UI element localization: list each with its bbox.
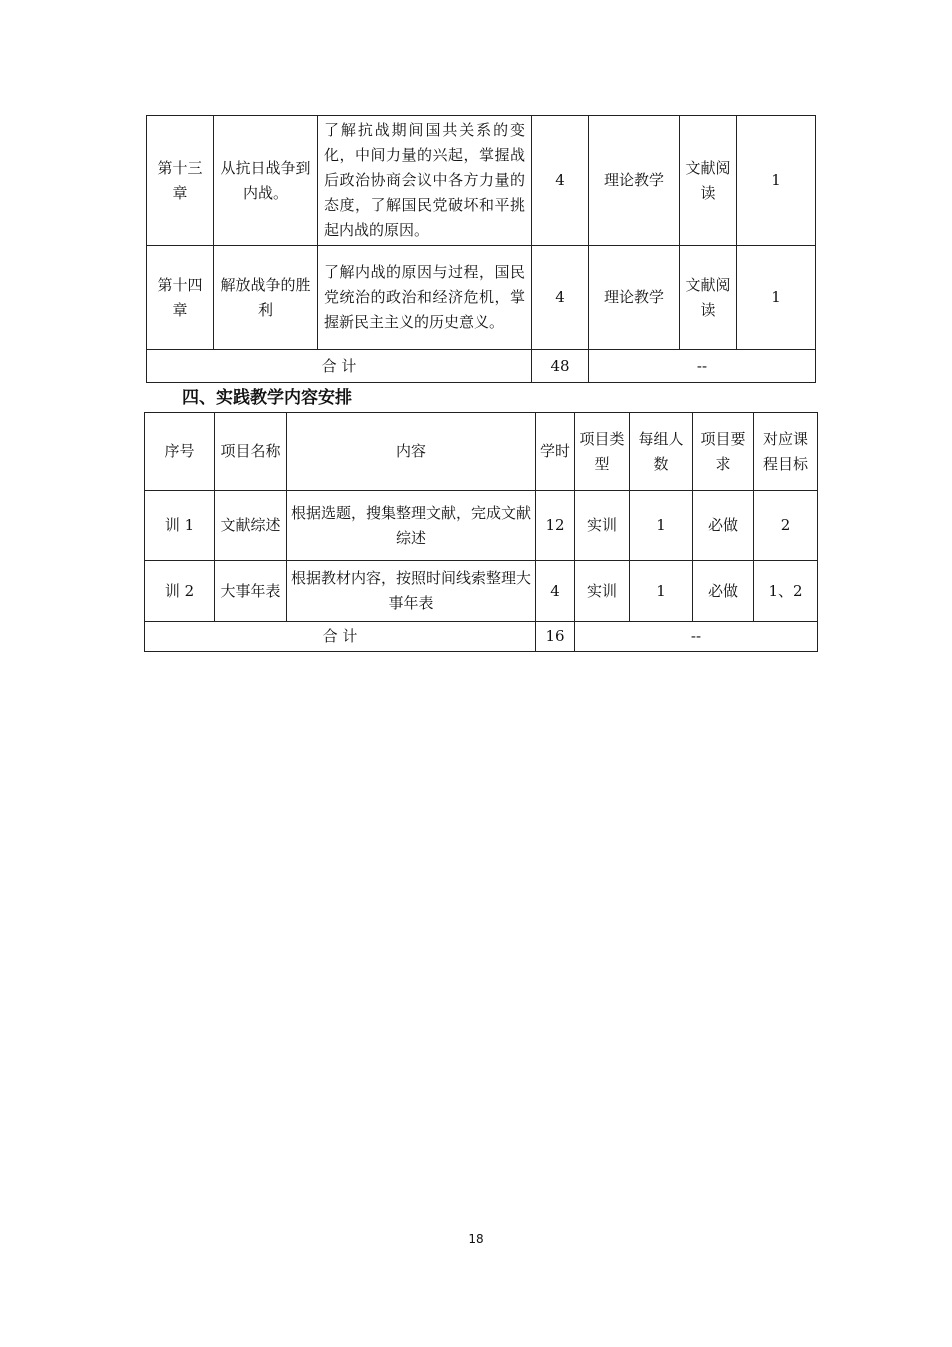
course-goal-cell: 1	[737, 246, 816, 350]
objective-cell: 了解内战的原因与过程，国民党统治的政治和经济危机，掌握新民主主义的历史意义。	[318, 246, 532, 350]
row-goal: 1、2	[754, 561, 818, 622]
section-heading: 四、实践教学内容安排	[182, 388, 352, 408]
header-hours: 学时	[536, 413, 575, 491]
total-rest: --	[589, 350, 816, 383]
page-number: 18	[468, 1232, 484, 1246]
table-row	[147, 246, 816, 350]
header-requirement: 项目要求	[693, 413, 754, 491]
row-no: 训 1	[145, 491, 215, 561]
row-requirement: 必做	[693, 561, 754, 622]
row-hours: 4	[536, 561, 575, 622]
header-group: 每组人数	[630, 413, 693, 491]
activity-cell: 文献阅读	[680, 116, 737, 246]
total-row	[147, 350, 816, 383]
header-no: 序号	[145, 413, 215, 491]
row-hours: 12	[536, 491, 575, 561]
row-goal: 2	[754, 491, 818, 561]
row-name: 文献综述	[215, 491, 287, 561]
teaching-method-cell: 理论教学	[589, 246, 680, 350]
row-name: 大事年表	[215, 561, 287, 622]
total-rest: --	[575, 622, 818, 652]
practice-teaching-table	[144, 412, 818, 652]
row-no: 训 2	[145, 561, 215, 622]
row-group: 1	[630, 491, 693, 561]
total-label: 合 计	[147, 350, 532, 383]
row-type: 实训	[575, 561, 630, 622]
chapter-title-cell: 解放战争的胜利	[214, 246, 318, 350]
total-hours: 48	[532, 350, 589, 383]
chapter-cell: 第十四章	[147, 246, 214, 350]
theory-teaching-table	[146, 115, 816, 383]
row-requirement: 必做	[693, 491, 754, 561]
chapter-cell: 第十三章	[147, 116, 214, 246]
header-type: 项目类型	[575, 413, 630, 491]
row-content: 根据选题，搜集整理文献，完成文献综述	[287, 491, 536, 561]
total-label: 合 计	[145, 622, 536, 652]
header-row	[145, 413, 818, 491]
chapter-title-cell: 从抗日战争到内战。	[214, 116, 318, 246]
header-name: 项目名称	[215, 413, 287, 491]
total-hours: 16	[536, 622, 575, 652]
hours-cell: 4	[532, 116, 589, 246]
table-row	[145, 561, 818, 622]
hours-cell: 4	[532, 246, 589, 350]
header-content: 内容	[287, 413, 536, 491]
course-goal-cell: 1	[737, 116, 816, 246]
row-group: 1	[630, 561, 693, 622]
table-row	[147, 116, 816, 246]
total-row	[145, 622, 818, 652]
objective-cell: 了解抗战期间国共关系的变化，中间力量的兴起，掌握战后政治协商会议中各方力量的态度，了解国民党破坏和平挑起内战的原因。	[318, 116, 532, 246]
row-content: 根据教材内容，按照时间线索整理大事年表	[287, 561, 536, 622]
row-type: 实训	[575, 491, 630, 561]
table-row	[145, 491, 818, 561]
activity-cell: 文献阅读	[680, 246, 737, 350]
teaching-method-cell: 理论教学	[589, 116, 680, 246]
header-goal: 对应课程目标	[754, 413, 818, 491]
